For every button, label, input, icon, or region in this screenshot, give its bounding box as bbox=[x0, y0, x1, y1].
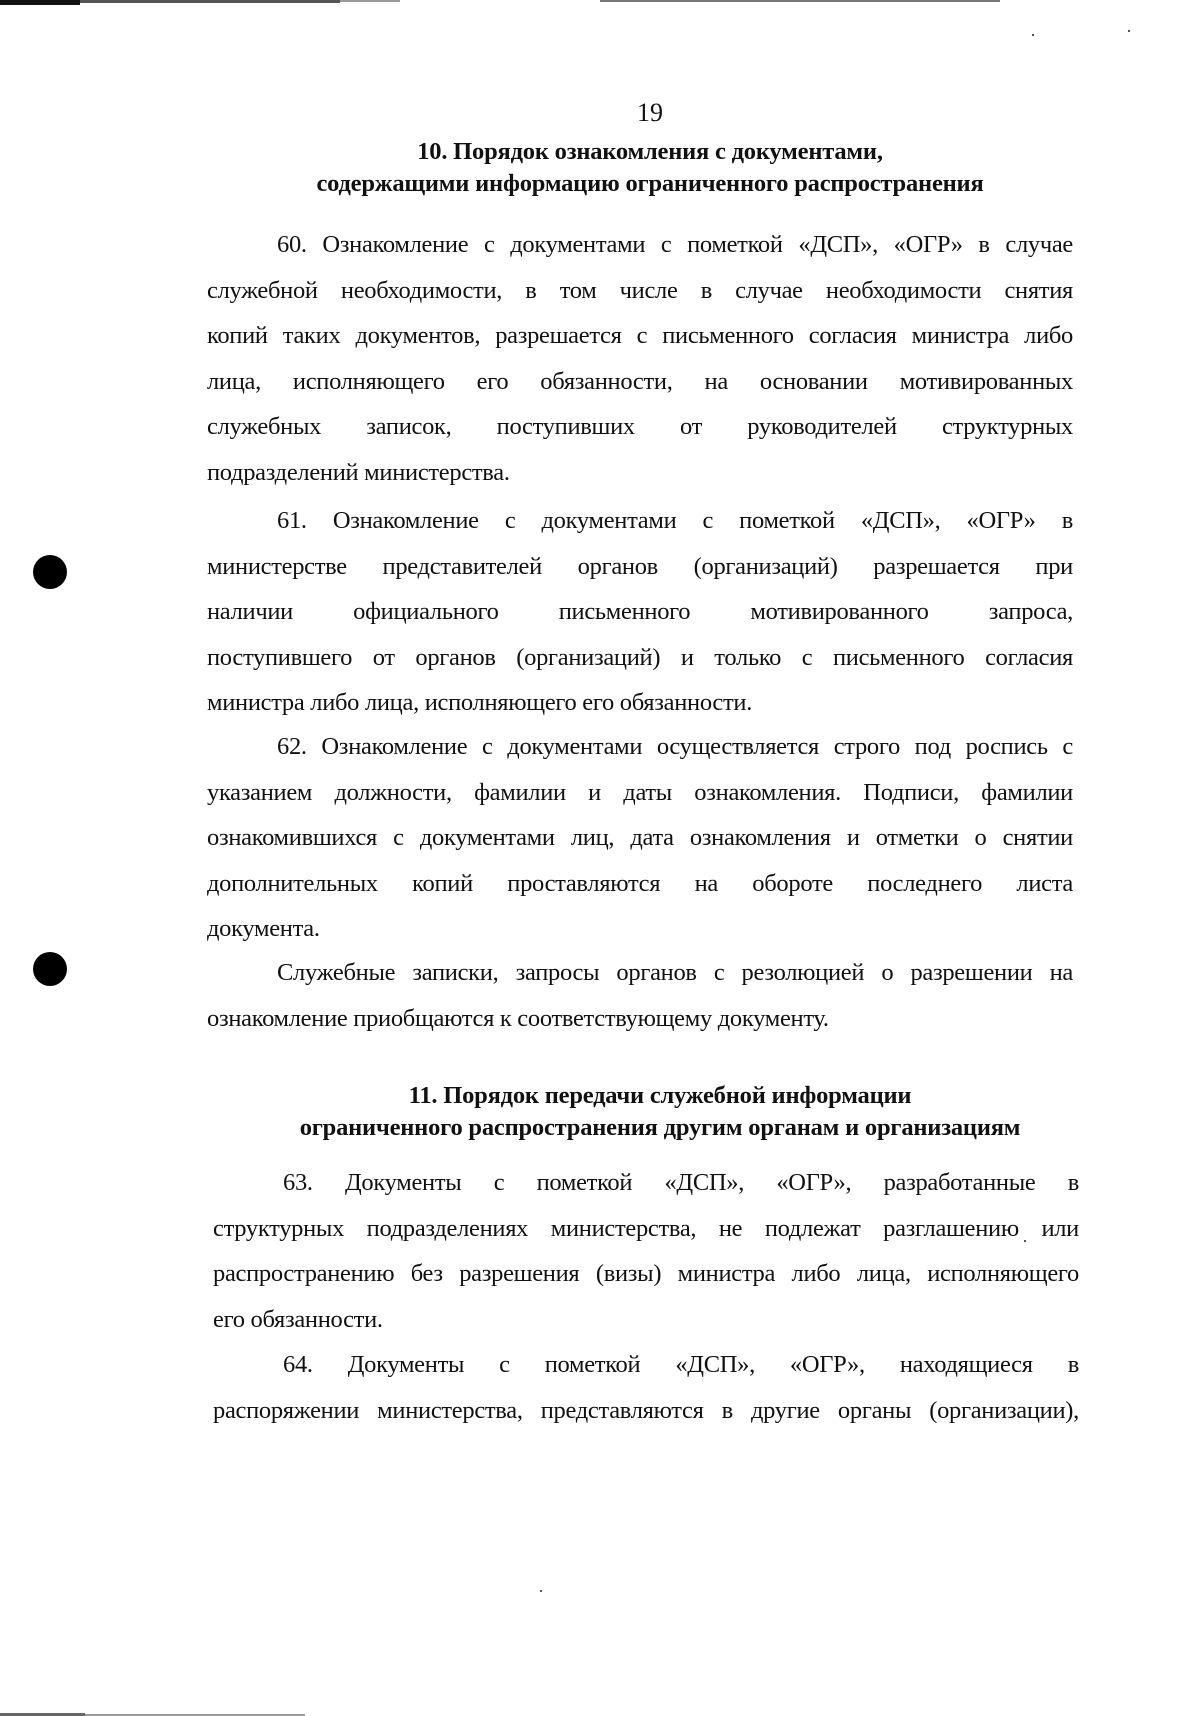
page-number: 19 bbox=[637, 98, 663, 127]
punch-hole-mark bbox=[33, 952, 67, 986]
scan-edge-artifact bbox=[600, 0, 1000, 2]
text-line: документа. bbox=[207, 915, 320, 942]
text-line: 62. Ознакомление с документами осуществляется строго под роспись с bbox=[277, 733, 1073, 760]
scan-edge-artifact bbox=[340, 0, 400, 2]
text-line: 64. Документы с пометкой «ДСП», «ОГР», находящиеся в bbox=[283, 1351, 1079, 1378]
heading-line: ограниченного распространения другим органам и организациям bbox=[299, 1114, 1021, 1141]
text-line: распоряжении министерства, представляются в другие органы (организации), bbox=[213, 1396, 1079, 1424]
text-line: структурных подразделениях министерства, не подлежат разглашению или bbox=[213, 1214, 1079, 1242]
paragraph-61 bbox=[207, 498, 1073, 726]
text-line: его обязанности. bbox=[213, 1305, 383, 1333]
text-line: 60. Ознакомление с документами с пометкой «ДСП», «ОГР» в случае bbox=[277, 231, 1073, 258]
text-line: наличии официального письменного мотивированного запроса, bbox=[207, 598, 1073, 625]
scan-speck bbox=[1032, 34, 1034, 36]
text-line: лица, исполняющего его обязанности, на основании мотивированных bbox=[207, 367, 1073, 395]
text-line: служебной необходимости, в том числе в случае необходимости снятия bbox=[207, 276, 1073, 304]
text-line: Служебные записки, запросы органов с резолюцией о разрешении на bbox=[277, 959, 1073, 986]
text-line: ознакомившихся с документами лиц, дата ознакомления и отметки о снятии bbox=[207, 824, 1073, 851]
paragraph-60 bbox=[207, 222, 1073, 495]
text-line: министерстве представителей органов (организаций) разрешается при bbox=[207, 552, 1073, 580]
text-line: служебных записок, поступивших от руководителей структурных bbox=[207, 413, 1073, 440]
paragraph-64 bbox=[213, 1342, 1079, 1433]
scan-edge-artifact bbox=[0, 0, 80, 5]
paragraph-63 bbox=[213, 1160, 1079, 1342]
scan-speck bbox=[540, 1590, 542, 1592]
section-10-heading bbox=[200, 136, 1100, 200]
heading-line: содержащими информацию ограниченного распространения bbox=[316, 170, 984, 197]
section-11-heading bbox=[210, 1080, 1110, 1144]
text-line: 63. Документы с пометкой «ДСП», «ОГР», разработанные в bbox=[283, 1169, 1079, 1196]
paragraph-memos bbox=[207, 950, 1073, 1041]
text-line: министра либо лица, исполняющего его обязанности. bbox=[207, 689, 753, 716]
scan-edge-artifact bbox=[80, 0, 340, 3]
scan-speck bbox=[1128, 30, 1130, 32]
text-line: 61. Ознакомление с документами с пометкой «ДСП», «ОГР» в bbox=[277, 507, 1073, 534]
paragraph-62 bbox=[207, 724, 1073, 952]
text-line: распространению без разрешения (визы) министра либо лица, исполняющего bbox=[213, 1260, 1079, 1287]
heading-line: 11. Порядок передачи служебной информации bbox=[408, 1082, 912, 1109]
text-line: дополнительных копий проставляются на обороте последнего листа bbox=[207, 869, 1073, 897]
heading-line: 10. Порядок ознакомления с документами, bbox=[417, 138, 883, 165]
text-line: копий таких документов, разрешается с письменного согласия министра либо bbox=[207, 322, 1073, 349]
text-line: указанием должности, фамилии и даты ознакомления. Подписи, фамилии bbox=[207, 778, 1073, 806]
punch-hole-mark bbox=[33, 555, 67, 589]
text-line: поступившего от органов (организаций) и только с письменного согласия bbox=[207, 643, 1073, 671]
text-line: ознакомление приобщаются к соответствующему документу. bbox=[207, 1004, 829, 1032]
text-line: подразделений министерства. bbox=[207, 458, 510, 486]
